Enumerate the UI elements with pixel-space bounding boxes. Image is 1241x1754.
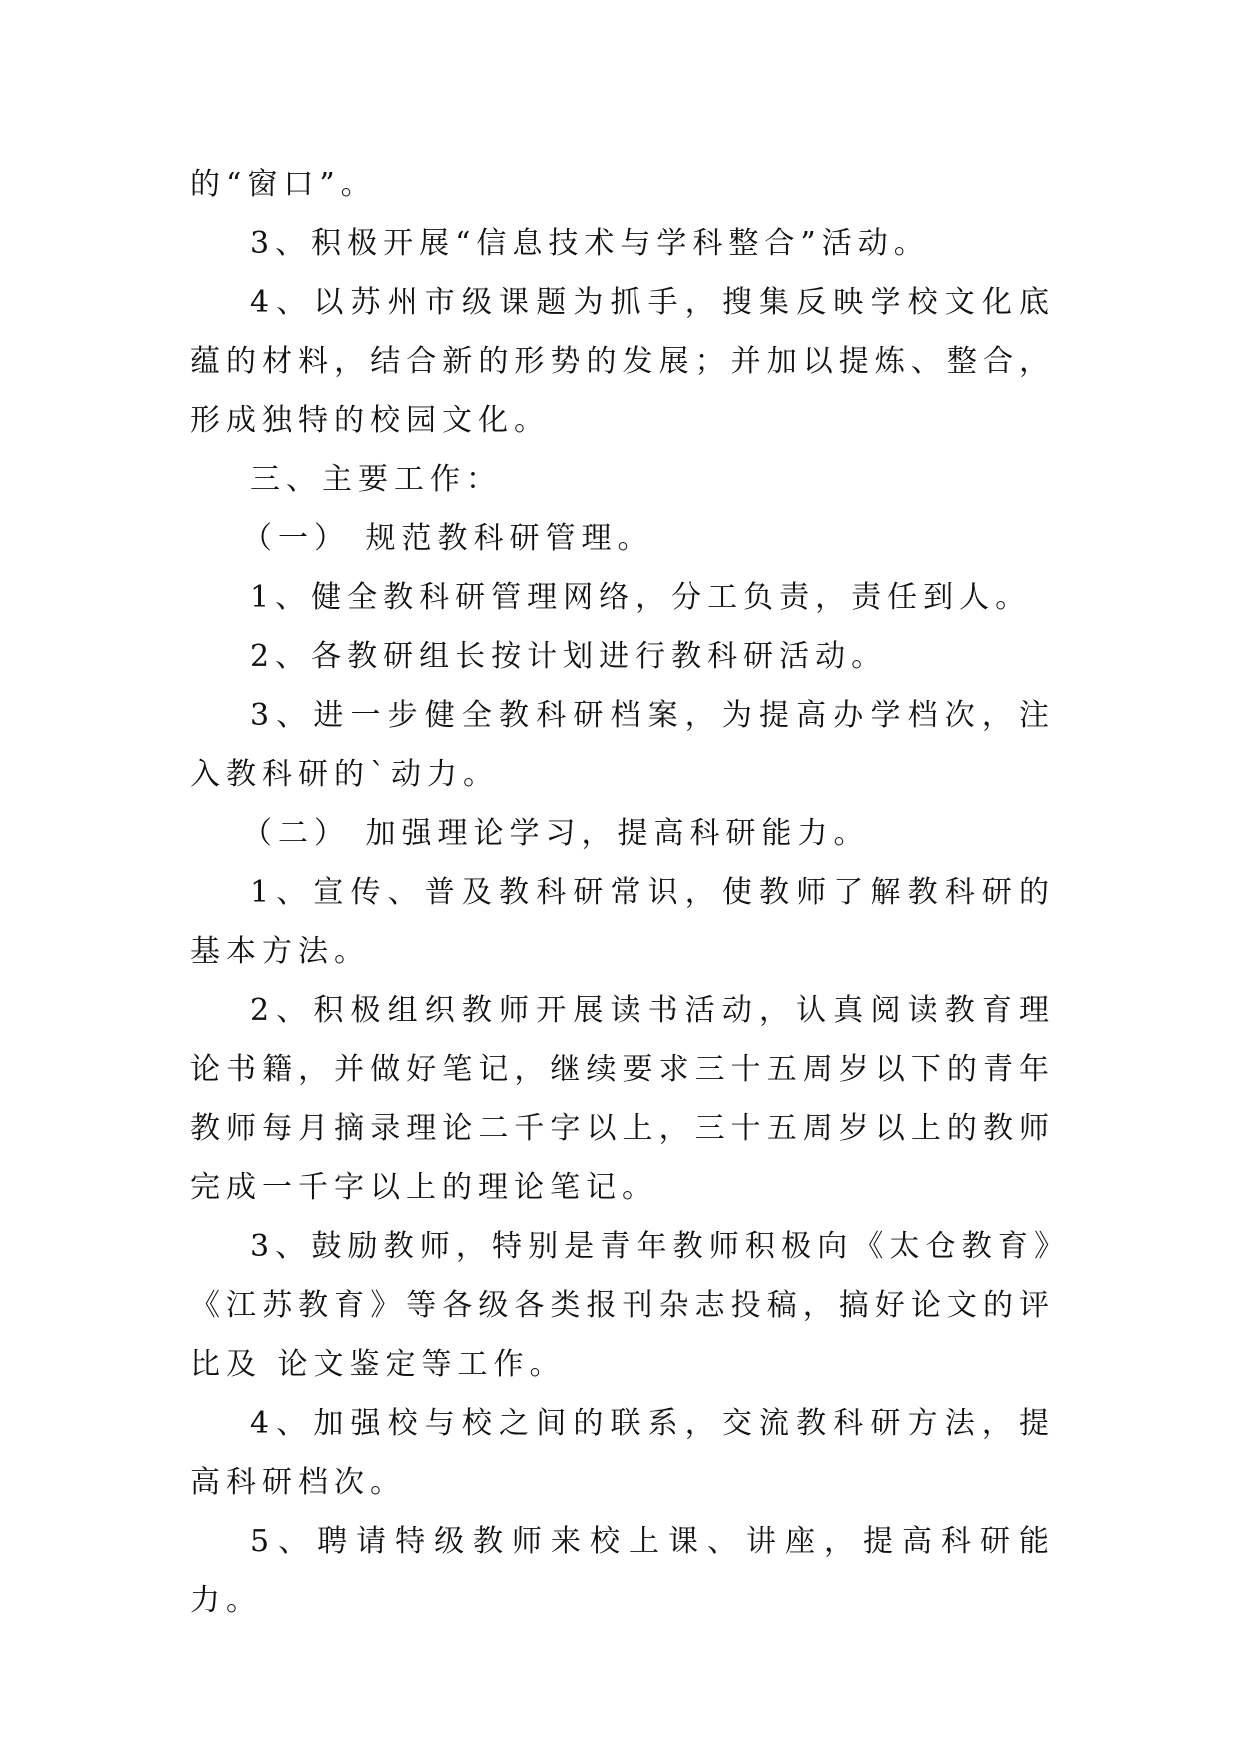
paragraph-theory-item-2: 2、积极组织教师开展读书活动，认真阅读教育理论书籍，并做好笔记，继续要求三十五周岁以下的青年教师每月摘录理论二千字以上，三十五周岁以上的教师完成一千字以上的理论笔记。 [190, 993, 1055, 1205]
subsection-heading-management: （一） 规范教科研管理。 [242, 521, 654, 556]
section-heading-main-work: 三、主要工作： [250, 462, 502, 497]
paragraph-theory-item-4: 4、加强校与校之间的联系，交流教科研方法，提高科研档次。 [190, 1406, 1055, 1500]
paragraph-continuation: 的“窗口”。 [190, 167, 377, 202]
paragraph-item-3-it-integration: 3、积极开展“信息技术与学科整合”活动。 [250, 226, 930, 261]
paragraph-management-item-1: 1、健全教科研管理网络，分工负责，责任到人。 [250, 580, 1032, 615]
paragraph-item-4-campus-culture: 4、以苏州市级课题为抓手，搜集反映学校文化底蕴的材料，结合新的形势的发展；并加以提炼、整合，形成独特的校园文化。 [190, 285, 1055, 438]
paragraph-theory-item-3: 3、鼓励教师，特别是青年教师积极向《太仓教育》《江苏教育》等各级各类报刊杂志投稿，搞好论文的评比及 论文鉴定等工作。 [190, 1229, 1055, 1382]
document-body [190, 155, 1055, 1630]
paragraph-management-item-3: 3、进一步健全教科研档案，为提高办学档次，注入教科研的`动力。 [190, 698, 1055, 792]
paragraph-theory-item-5: 5、聘请特级教师来校上课、讲座，提高科研能力。 [190, 1524, 1055, 1618]
subsection-heading-theory-study: （二） 加强理论学习，提高科研能力。 [242, 816, 870, 851]
paragraph-management-item-2: 2、各教研组长按计划进行教科研活动。 [250, 639, 888, 674]
paragraph-theory-item-1: 1、宣传、普及教科研常识，使教师了解教科研的基本方法。 [190, 875, 1055, 969]
